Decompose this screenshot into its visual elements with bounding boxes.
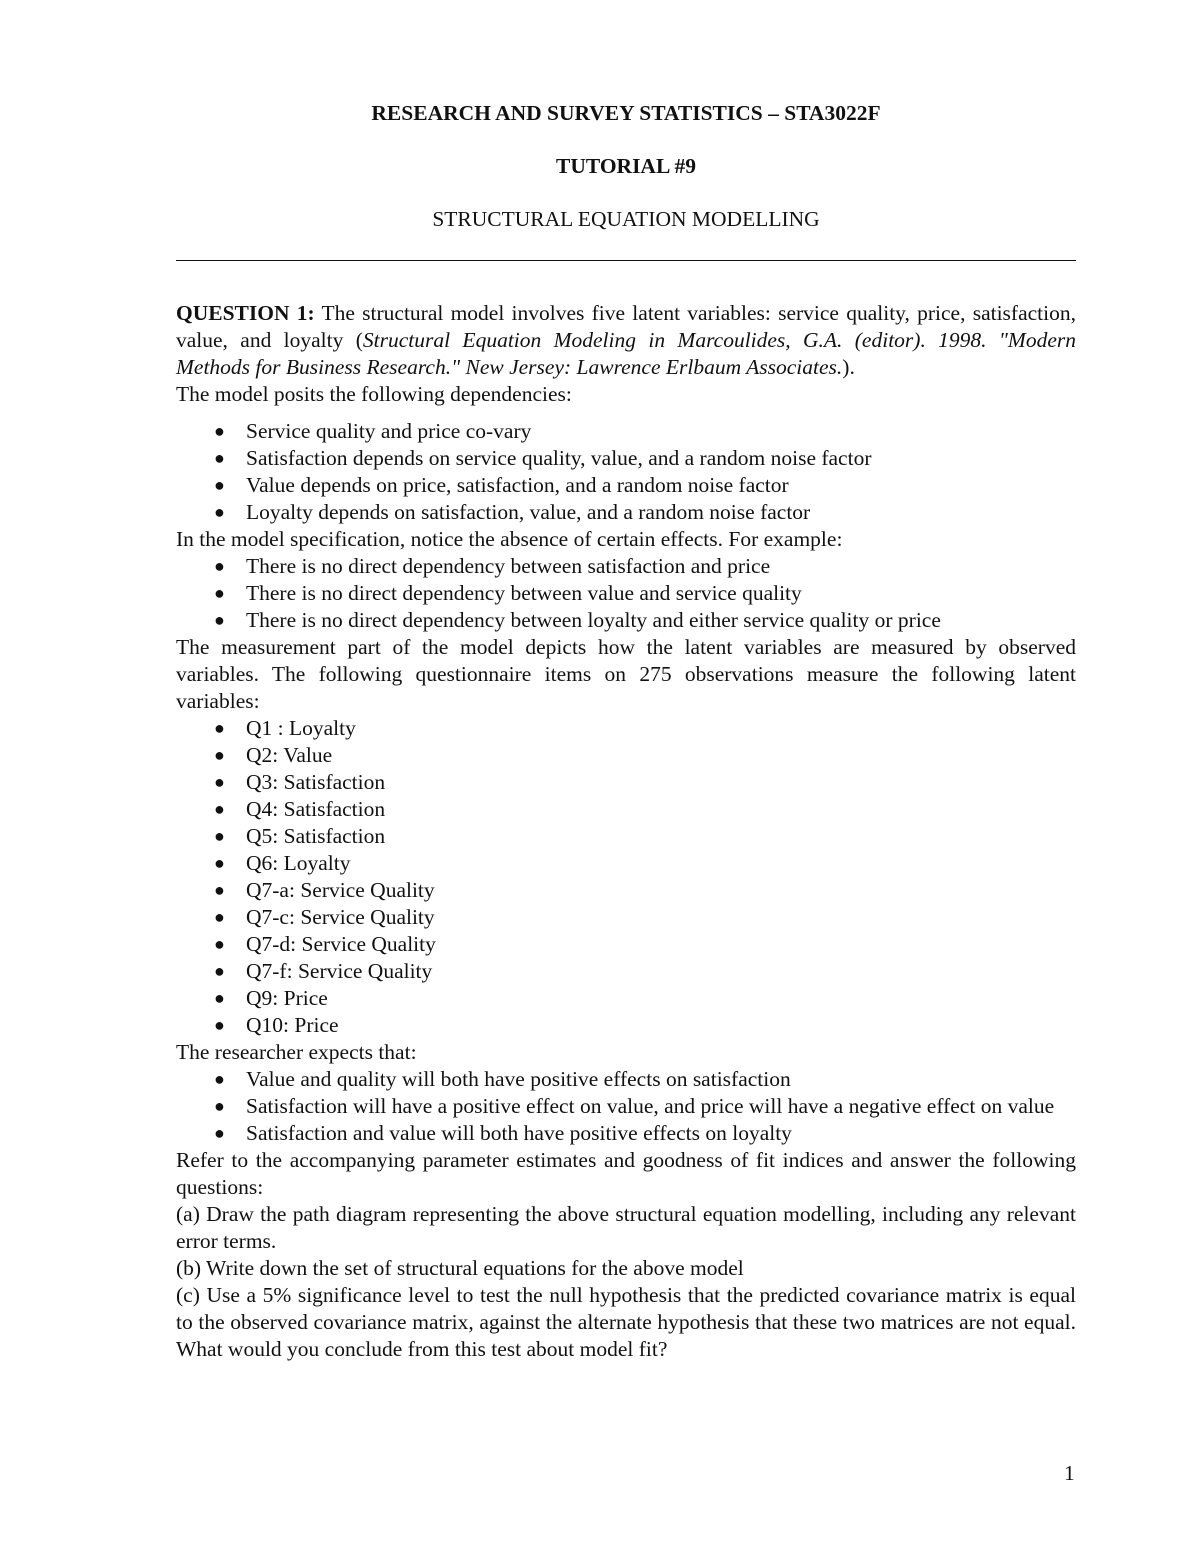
dependencies-list bbox=[176, 418, 1076, 526]
refer-text: Refer to the accompanying parameter estimates and goodness of fit indices and answer the following questions: bbox=[176, 1148, 1076, 1199]
bullet-icon: ● bbox=[214, 880, 225, 900]
measurement-text: The measurement part of the model depicts how the latent variables are measured by observed variables. The following questionnaire items on 275 observations measure the following latent variables: bbox=[176, 635, 1076, 713]
list-item: ● Q6: Loyalty bbox=[214, 851, 351, 875]
list-item: ● Satisfaction will have a positive effect on value, and price will have a negative effect on value bbox=[214, 1094, 1055, 1118]
list-item: ● There is no direct dependency between satisfaction and price bbox=[214, 554, 771, 578]
absences-list bbox=[176, 553, 1076, 634]
list-item: ● Q2: Value bbox=[214, 743, 333, 767]
citation: Structural Equation Modeling in Marcoulides, G.A. (editor). 1998. "Modern Methods for Business Research." New Jersey: Lawrence Erlbaum Associates. bbox=[176, 328, 1076, 379]
bullet-icon: ● bbox=[214, 1069, 225, 1089]
tutorial-number: TUTORIAL #9 bbox=[556, 154, 696, 178]
absence-lead: In the model specification, notice the absence of certain effects. For example: bbox=[176, 527, 843, 551]
dependencies-lead: The model posits the following dependencies: bbox=[176, 382, 572, 406]
bullet-icon: ● bbox=[214, 448, 225, 468]
bullet-icon: ● bbox=[214, 772, 225, 792]
list-item: ● Q4: Satisfaction bbox=[214, 797, 386, 821]
list-item: ● Q1 : Loyalty bbox=[214, 716, 356, 740]
expects-lead: The researcher expects that: bbox=[176, 1040, 417, 1064]
bullet-icon: ● bbox=[214, 718, 225, 738]
bullet-icon: ● bbox=[214, 502, 225, 522]
bullet-icon: ● bbox=[214, 421, 225, 441]
list-item: ● Satisfaction and value will both have positive effects on loyalty bbox=[214, 1121, 792, 1145]
part-b: (b) Write down the set of structural equations for the above model bbox=[176, 1256, 744, 1280]
bullet-icon: ● bbox=[214, 961, 225, 981]
part-c: (c) Use a 5% significance level to test the null hypothesis that the predicted covariance matrix is equal to the observed covariance matrix, against the alternate hypothesis that these two matrices are not equal. What would you conclude from this test about model fit? bbox=[176, 1283, 1076, 1361]
bullet-icon: ● bbox=[214, 988, 225, 1008]
list-item: ● There is no direct dependency between value and service quality bbox=[214, 581, 802, 605]
bullet-icon: ● bbox=[214, 475, 225, 495]
bullet-icon: ● bbox=[214, 745, 225, 765]
list-item: ● Service quality and price co-vary bbox=[214, 419, 532, 443]
bullet-icon: ● bbox=[214, 799, 225, 819]
bullet-icon: ● bbox=[214, 1015, 225, 1035]
list-item: ● Q5: Satisfaction bbox=[214, 824, 386, 848]
list-item: ● There is no direct dependency between loyalty and either service quality or price bbox=[214, 608, 941, 632]
course-title: RESEARCH AND SURVEY STATISTICS – STA3022F bbox=[371, 101, 881, 125]
intro-text: The structural model involves five latent variables: service quality, price, satisfaction, value, and loyalty ( bbox=[176, 301, 1076, 352]
expectations-list bbox=[176, 1066, 1076, 1147]
bullet-icon: ● bbox=[214, 853, 225, 873]
intro-close: ). bbox=[842, 355, 855, 379]
list-item: ● Q7-f: Service Quality bbox=[214, 959, 433, 983]
header-divider bbox=[176, 260, 1076, 261]
bullet-icon: ● bbox=[214, 934, 225, 954]
list-item: ● Q7-a: Service Quality bbox=[214, 878, 435, 902]
bullet-icon: ● bbox=[214, 907, 225, 927]
tutorial-topic: STRUCTURAL EQUATION MODELLING bbox=[432, 207, 820, 231]
question-label: QUESTION 1: bbox=[176, 301, 315, 325]
bullet-icon: ● bbox=[214, 1123, 225, 1143]
items-list bbox=[176, 715, 1076, 1039]
bullet-icon: ● bbox=[214, 826, 225, 846]
list-item: ● Q7-c: Service Quality bbox=[214, 905, 435, 929]
list-item: ● Loyalty depends on satisfaction, value, and a random noise factor bbox=[214, 500, 811, 524]
bullet-icon: ● bbox=[214, 1096, 225, 1116]
bullet-icon: ● bbox=[214, 583, 225, 603]
list-item: ● Q7-d: Service Quality bbox=[214, 932, 436, 956]
list-item: ● Q3: Satisfaction bbox=[214, 770, 386, 794]
list-item: ● Satisfaction depends on service quality, value, and a random noise factor bbox=[214, 446, 872, 470]
bullet-icon: ● bbox=[214, 610, 225, 630]
list-item: ● Value and quality will both have positive effects on satisfaction bbox=[214, 1067, 791, 1091]
list-item: ● Value depends on price, satisfaction, and a random noise factor bbox=[214, 473, 789, 497]
part-a: (a) Draw the path diagram representing the above structural equation modelling, including any relevant error terms. bbox=[176, 1202, 1076, 1253]
bullet-icon: ● bbox=[214, 556, 225, 576]
list-item: ● Q9: Price bbox=[214, 986, 328, 1010]
question-1 bbox=[176, 300, 1076, 1363]
list-item: ● Q10: Price bbox=[214, 1013, 339, 1037]
question-1-intro bbox=[176, 300, 1076, 381]
page-number: 1 bbox=[1064, 1461, 1075, 1485]
